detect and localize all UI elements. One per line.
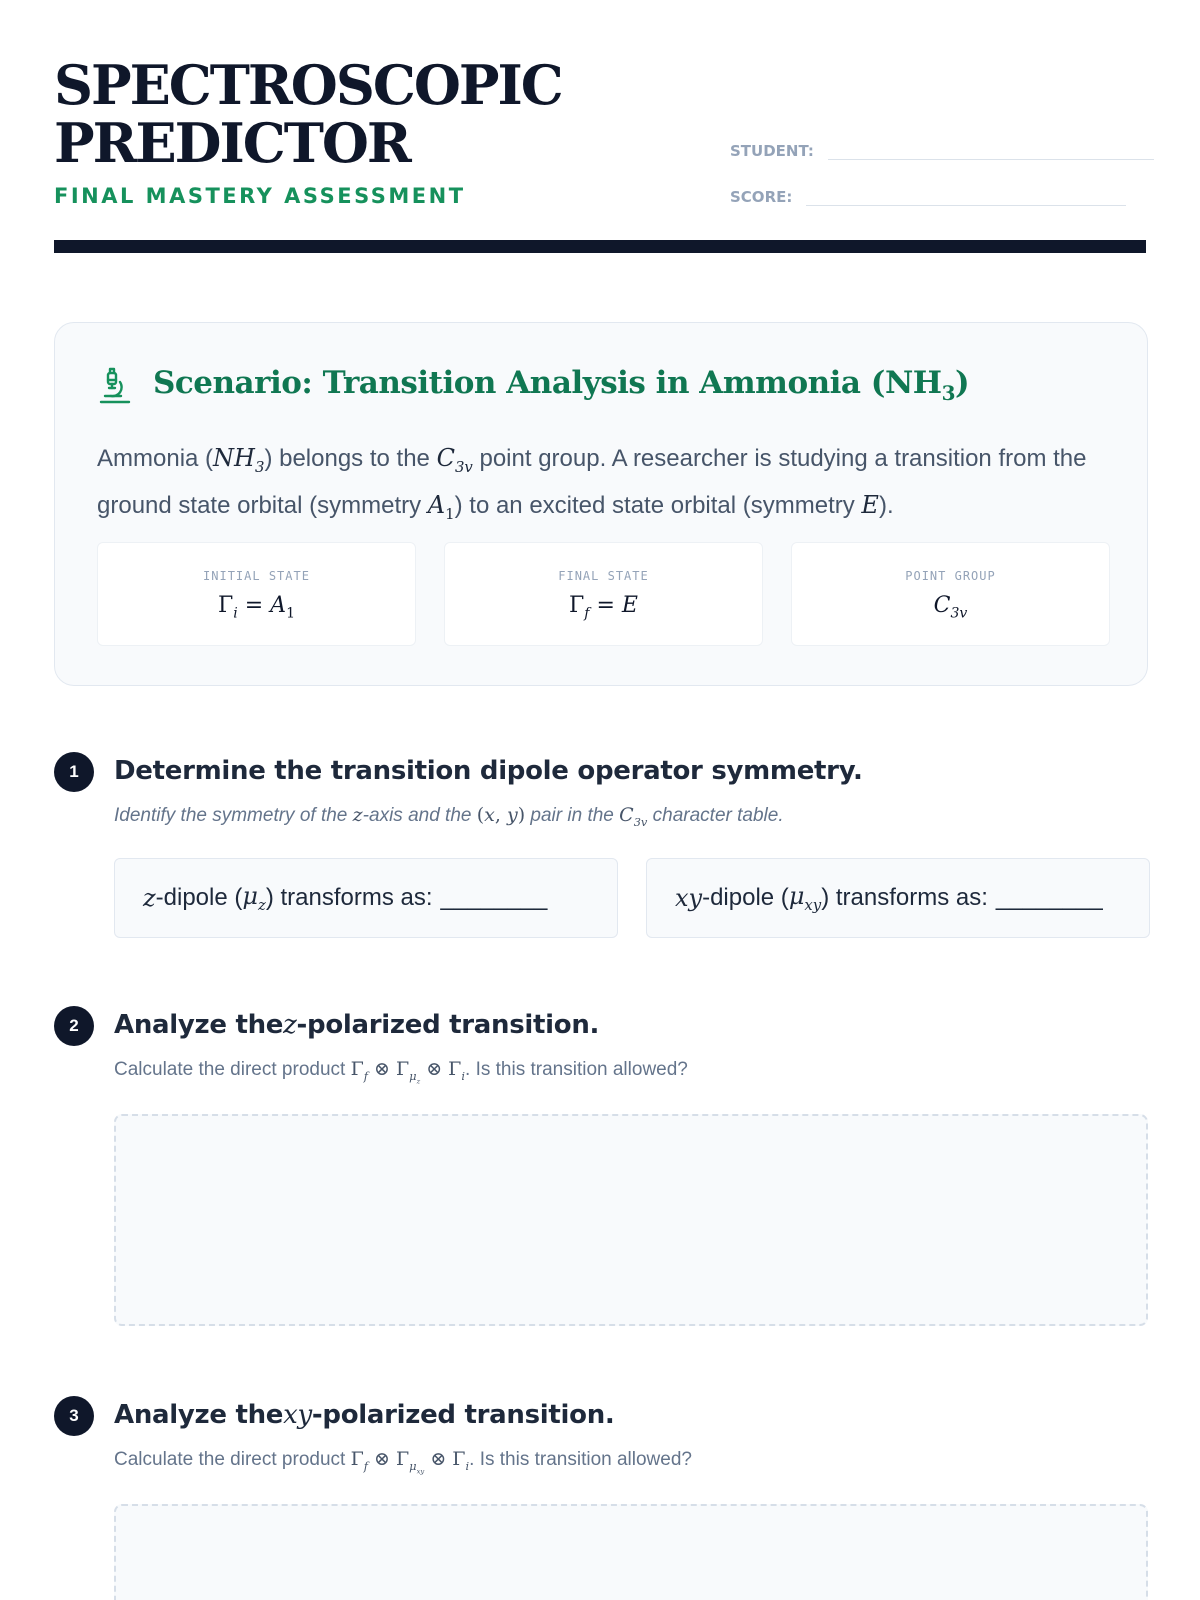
final-state-value: $\Gamma_f = E$	[569, 593, 638, 622]
initial-state-box	[97, 542, 416, 646]
scenario-summary-boxes	[97, 542, 1110, 646]
student-field	[730, 138, 1154, 160]
final-state-label: FINAL STATE	[558, 569, 649, 583]
point-group-box	[791, 542, 1110, 646]
question-hint: Calculate the direct product $\Gamma_f$ ⊗ $\Gamma_{\mu_z}$ ⊗ $\Gamma_i$. Is this transition allowed?	[114, 1058, 688, 1086]
question-number-badge: 1	[54, 752, 94, 792]
score-input-line[interactable]	[806, 184, 1126, 206]
point-group-label: POINT GROUP	[905, 569, 996, 583]
scenario-title: Scenario: Transition Analysis in Ammonia $(NH_3)$	[153, 365, 970, 406]
question-number-badge: 3	[54, 1396, 94, 1436]
question-hint: Identify the symmetry of the z-axis and the (x, y) pair in the $C_{3v}$ character table.	[114, 804, 784, 829]
score-label: SCORE:	[730, 188, 793, 206]
xy-dipole-answer-box[interactable]: xy -dipole ( $\mu_{xy}$ ) transforms as: ________	[646, 858, 1150, 938]
answer-area[interactable]	[114, 1504, 1148, 1600]
question-title: Analyze thez-polarized transition.	[114, 1010, 600, 1040]
question-number-badge: 2	[54, 1006, 94, 1046]
point-group-value: $C_{3v}$	[933, 593, 968, 622]
initial-state-label: INITIAL STATE	[203, 569, 310, 583]
scenario-card	[54, 322, 1148, 686]
title-line-2: PREDICTOR	[54, 111, 410, 175]
score-field	[730, 184, 1126, 206]
initial-state-value: $\Gamma_i = A_1$	[218, 593, 295, 622]
question-title: Determine the transition dipole operator symmetry.	[114, 756, 863, 786]
answer-area[interactable]	[114, 1114, 1148, 1326]
student-label: STUDENT:	[730, 142, 814, 160]
question-title: Analyze thexy-polarized transition.	[114, 1400, 615, 1430]
final-state-box	[444, 542, 763, 646]
dipole-answer-row	[114, 858, 1150, 938]
xy-dipole-blank[interactable]: ________	[995, 884, 1103, 911]
page-subtitle: FINAL MASTERY ASSESSMENT	[54, 184, 466, 208]
question-hint: Calculate the direct product $\Gamma_f$ ⊗ $\Gamma_{\mu_{xy}}$ ⊗ $\Gamma_i$. Is this transition allowed?	[114, 1448, 692, 1476]
z-dipole-blank[interactable]: ________	[440, 884, 548, 911]
scenario-header	[97, 365, 969, 405]
page-title	[54, 53, 562, 175]
question-2	[54, 1006, 1148, 1326]
scenario-description: Ammonia $(NH_3)$ belongs to the $C_{3v}$ point group. A researcher is studying a transition from the ground state orbital (symmetry $A_1$) to an excited state orbital (symmetry E).	[97, 444, 1087, 523]
microscope-icon	[97, 365, 133, 405]
z-dipole-answer-box[interactable]: z -dipole ( $\mu_z$ ) transforms as: ________	[114, 858, 618, 938]
question-1	[54, 752, 1148, 932]
title-line-1: SPECTROSCOPIC	[54, 53, 562, 117]
student-input-line[interactable]	[828, 138, 1154, 160]
header-divider	[54, 240, 1146, 253]
header	[54, 0, 1146, 244]
question-3	[54, 1396, 1148, 1600]
